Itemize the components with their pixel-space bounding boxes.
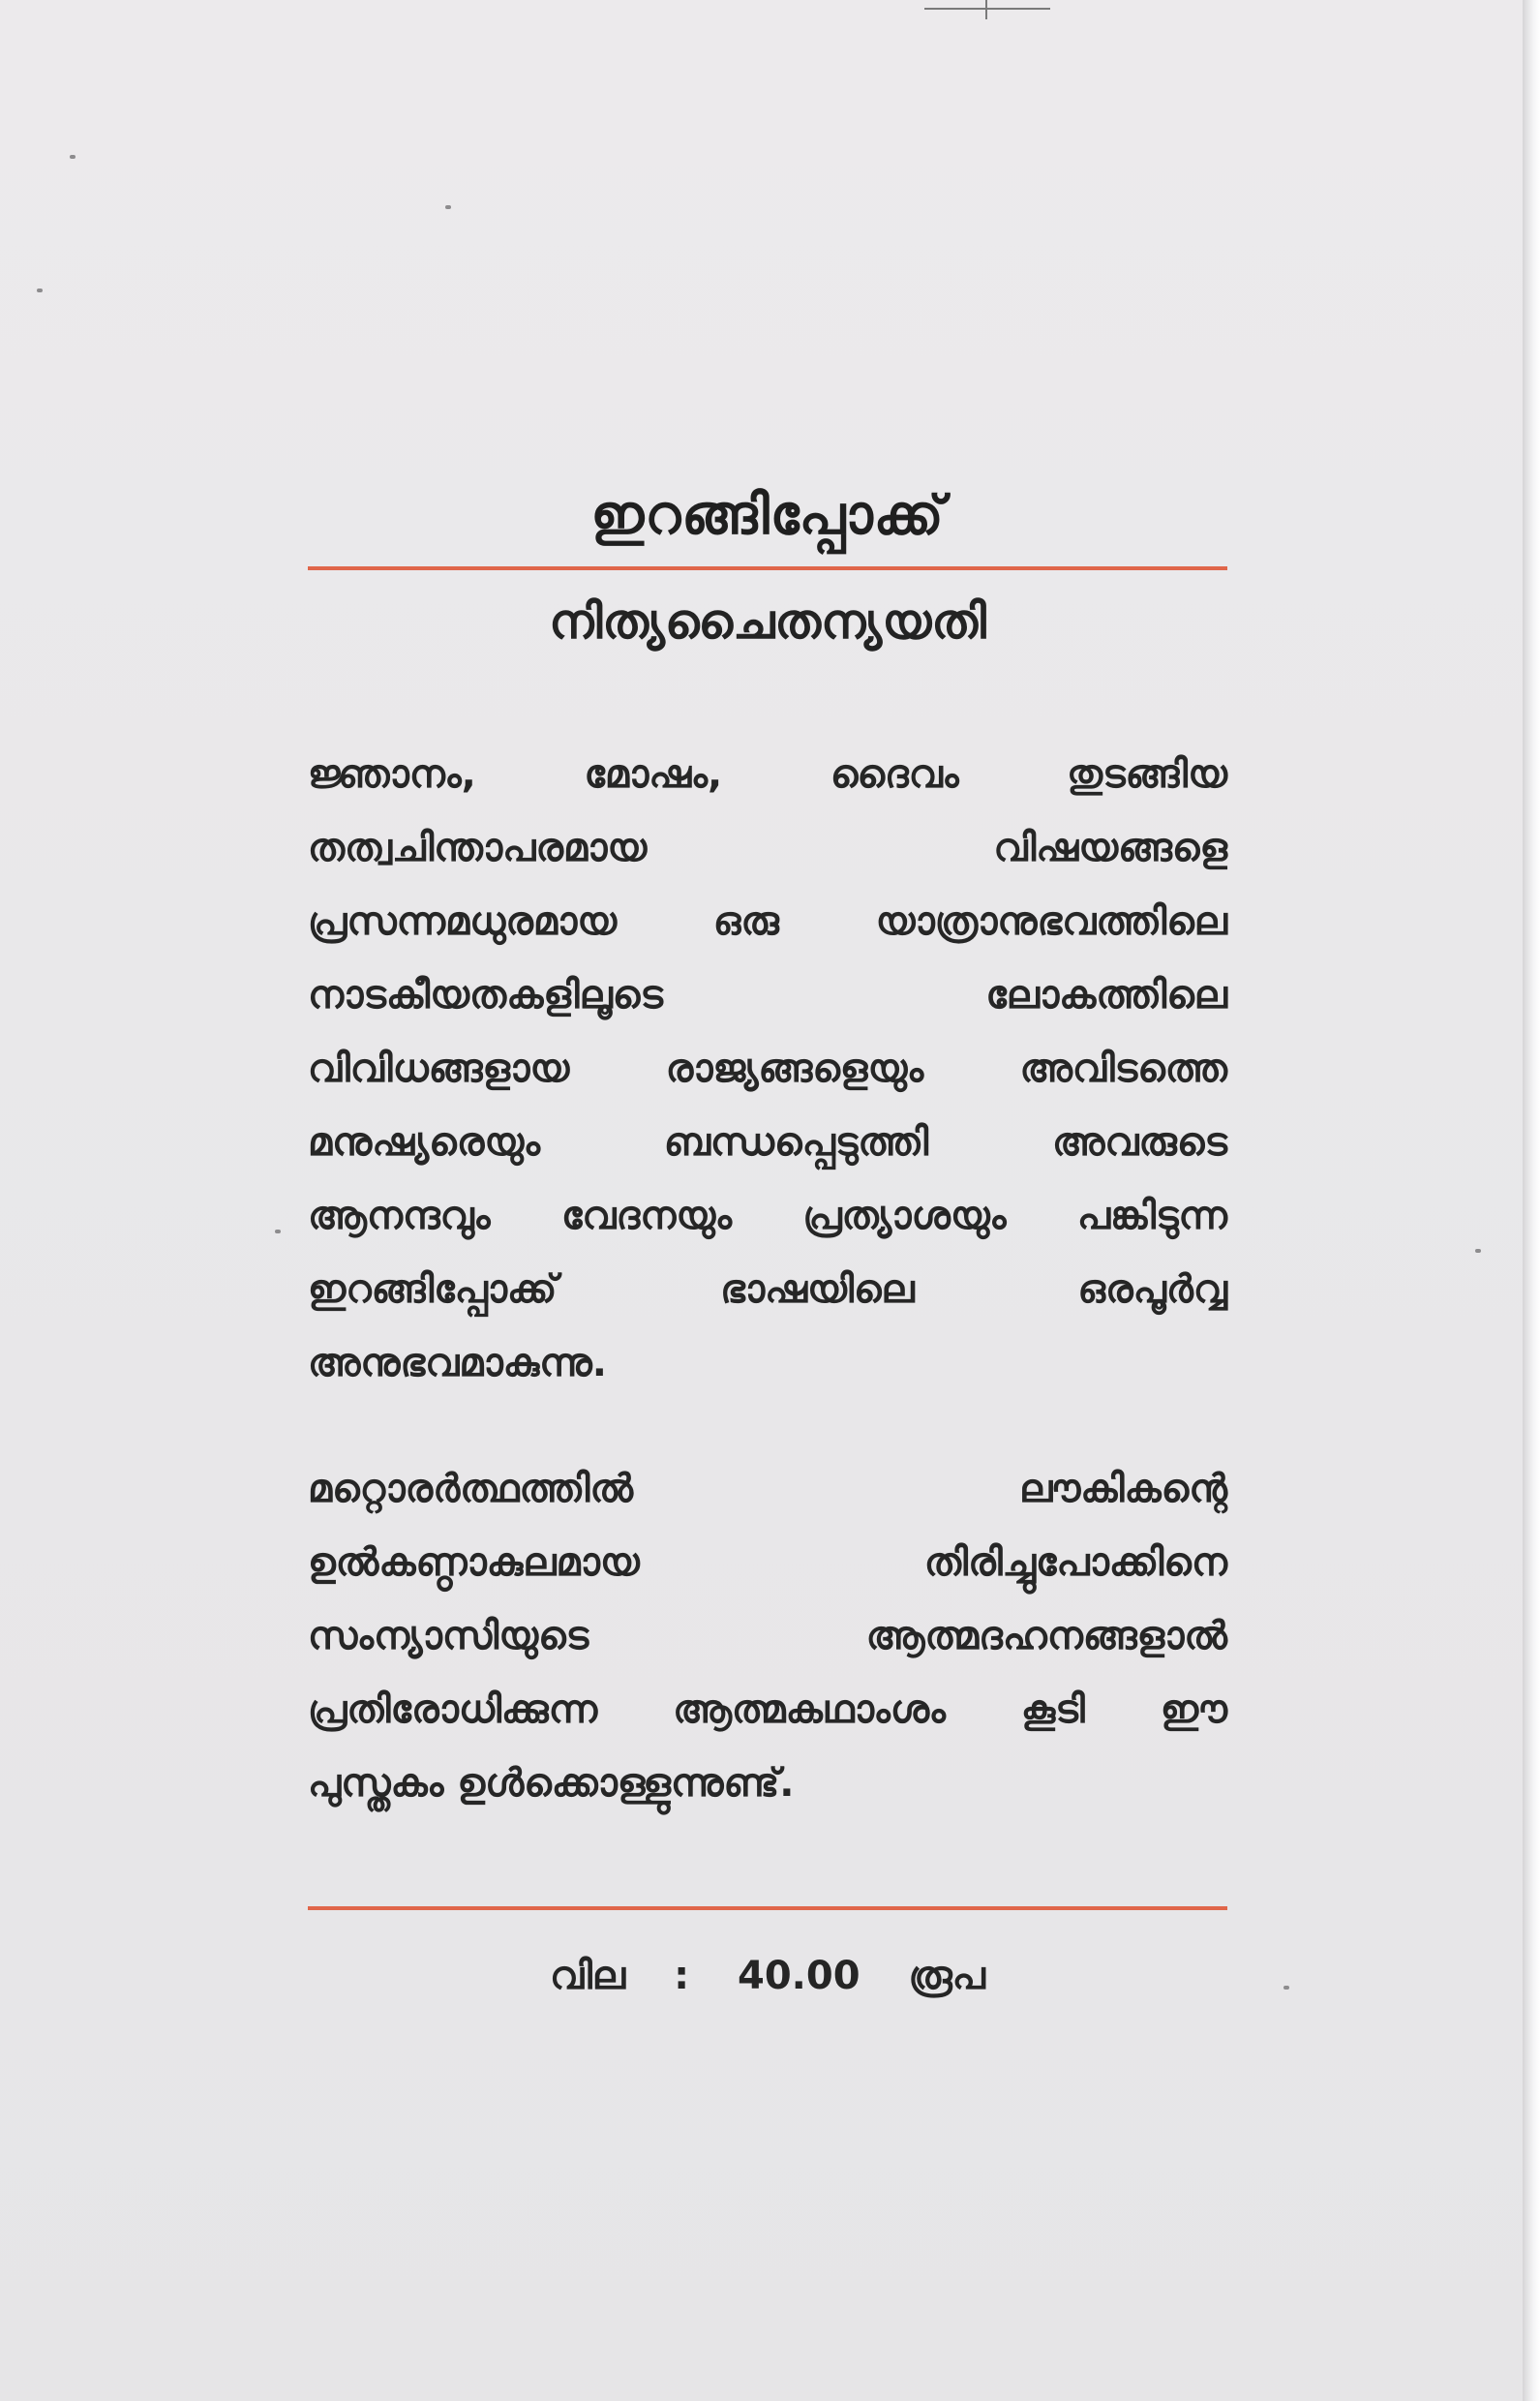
blurb-line: പ്രസന്നമധുരമായ ഒരു യാത്രാനുഭവത്തിലെ (308, 899, 1227, 944)
cover-edge (1523, 0, 1540, 2401)
blurb-line: ജ്ഞാനം, മോഷം, ദൈവം തുടങ്ങിയ (308, 752, 1227, 797)
paper-speck (70, 155, 75, 159)
book-title: ഇറങ്ങിപ്പോക്ക് (590, 484, 945, 547)
blurb-line: നാടകീയതകളിലൂടെ ലോകത്തിലെ (308, 973, 1227, 1018)
blurb-paragraph-1 (308, 738, 1227, 1400)
blurb-line: അനുഭവമാകുന്നു. (308, 1341, 607, 1385)
blurb-line: വിവിധങ്ങളായ രാജ്യങ്ങളെയും അവിടത്തെ (308, 1047, 1227, 1091)
price-line (308, 1954, 1227, 1998)
blurb-line: മറ്റൊരർത്ഥത്തിൽ ലൗകികന്റെ (308, 1467, 1227, 1511)
crop-mark (924, 8, 1050, 10)
blurb-line: ആനന്ദവും വേദനയും പ്രത്യാശയും പങ്കിടുന്ന (308, 1194, 1227, 1238)
blurb-line: തത്വചിന്താപരമായ വിഷയങ്ങളെ (308, 826, 1227, 870)
blurb-line: മനുഷ്യരെയും ബന്ധപ്പെടുത്തി അവരുടെ (308, 1120, 1227, 1165)
blurb-line: പ്രതിരോധിക്കുന്ന ആത്മകഥാംശം കൂടി ഈ (308, 1687, 1227, 1732)
price-separator: : (674, 1954, 690, 1998)
paper-speck (1283, 1986, 1289, 1990)
author-name: നിത്യചൈതന്യയതി (549, 593, 986, 650)
blurb-line: പുസ്തകം ഉൾക്കൊള്ളുന്നുണ്ട്. (308, 1761, 795, 1806)
divider-bottom (308, 1906, 1227, 1910)
blurb-line: ഇറങ്ങിപ്പോക്ക് ഭാഷയിലെ ഒരപൂർവ്വ (308, 1267, 1227, 1312)
paper-speck (37, 289, 43, 292)
price-amount: 40.00 (738, 1954, 861, 1998)
paper-speck (1475, 1249, 1481, 1253)
blurb-line: ഉൽകണ്ഠാകുലമായ തിരിച്ചുപോക്കിനെ (308, 1540, 1227, 1585)
divider-top (308, 566, 1227, 570)
price-currency: രൂപ (908, 1954, 985, 1998)
paper-speck (445, 205, 451, 209)
blurb-line: സംന്യാസിയുടെ ആത്മദഹനങ്ങളാൽ (308, 1614, 1227, 1658)
blurb-paragraph-2 (308, 1452, 1227, 1820)
crop-mark (985, 0, 987, 19)
paper-speck (275, 1230, 281, 1233)
price-label: വില (550, 1954, 626, 1998)
